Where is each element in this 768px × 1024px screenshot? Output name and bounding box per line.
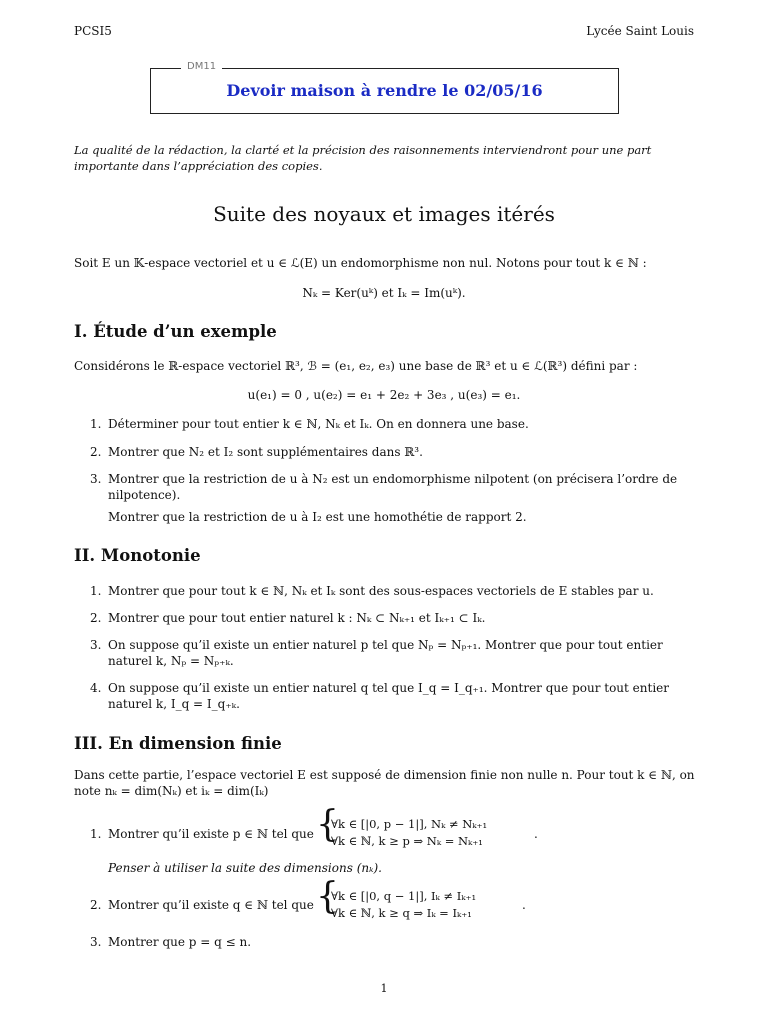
question-text: On suppose qu’il existe un entier naturel q tel que I_q = I_q₊₁. Montrer que pour tout entier naturel k, I_q = I_q₊ₖ.	[108, 681, 669, 711]
dm-title: Devoir maison à rendre le 02/05/16	[226, 81, 543, 100]
page-number: 1	[380, 982, 388, 995]
question-number: 3.	[90, 472, 102, 486]
question-number: 1.	[90, 417, 102, 431]
question-text: Déterminer pour tout entier k ∈ ℕ, Nₖ et Iₖ. On en donnera une base.	[108, 417, 529, 431]
system-3-2	[331, 888, 476, 922]
question-number: 4.	[90, 681, 102, 695]
section-2-title: II. Monotonie	[74, 546, 201, 565]
question-text: Montrer qu’il existe p ∈ ℕ tel que	[108, 827, 314, 841]
question-number: 2.	[90, 898, 102, 912]
system-end-dot: .	[522, 898, 526, 912]
dm-tag: DM11	[181, 61, 222, 72]
question-1-3-extra: Montrer que la restriction de u à I₂ est une homothétie de rapport 2.	[108, 510, 527, 524]
question-1-1	[90, 416, 696, 432]
system-line: ∀k ∈ ℕ, k ≥ p ⇒ Nₖ = Nₖ₊₁	[331, 834, 483, 848]
intro-note: La qualité de la rédaction, la clarté et la précision des raisonnements interviendront pour une part importante dans l’appréciation des copies.	[74, 143, 652, 173]
section-1-formula: u(e₁) = 0 , u(e₂) = e₁ + 2e₂ + 3e₃ , u(e₃) = e₁.	[247, 388, 521, 402]
question-2-3	[90, 637, 696, 669]
question-number: 2.	[90, 611, 102, 625]
header-school: Lycée Saint Louis	[586, 24, 694, 38]
question-1-3	[90, 471, 696, 503]
system-brace: {	[316, 804, 339, 845]
question-text: Montrer que p = q ≤ n.	[108, 935, 252, 949]
question-number: 3.	[90, 935, 102, 949]
question-number: 2.	[90, 445, 102, 459]
system-brace: {	[316, 876, 339, 917]
preamble-formula: Nₖ = Ker(uᵏ) et Iₖ = Im(uᵏ).	[302, 286, 466, 300]
header-class: PCSI5	[74, 24, 112, 38]
section-1-title: I. Étude d’un exemple	[74, 322, 277, 341]
system-line: ∀k ∈ [|0, q − 1|], Iₖ ≠ Iₖ₊₁	[331, 889, 477, 903]
question-text: On suppose qu’il existe un entier naturel p tel que Nₚ = Nₚ₊₁. Montrer que pour tout entier naturel k, Nₚ = Nₚ₊ₖ.	[108, 638, 663, 668]
question-text: Montrer que la restriction de u à N₂ est un endomorphisme nilpotent (on précisera l’ordre de nilpotence).	[108, 472, 678, 502]
question-2-4	[90, 680, 696, 712]
system-line: ∀k ∈ [|0, p − 1|], Nₖ ≠ Nₖ₊₁	[331, 817, 488, 831]
question-3-1-hint: Penser à utiliser la suite des dimensions (nₖ).	[108, 861, 382, 875]
question-text: Montrer que N₂ et I₂ sont supplémentaires dans ℝ³.	[108, 445, 423, 459]
question-2-2	[90, 610, 696, 626]
question-3-3	[90, 934, 696, 950]
dm-box	[150, 61, 619, 114]
question-2-1	[90, 583, 696, 599]
question-text: Montrer que pour tout k ∈ ℕ, Nₖ et Iₖ sont des sous-espaces vectoriels de E stables par u.	[108, 584, 654, 598]
question-1-2	[90, 444, 696, 460]
system-3-1	[331, 816, 487, 850]
preamble-line: Soit E un 𝕂-espace vectoriel et u ∈ ℒ(E) un endomorphisme non nul. Notons pour tout k ∈ ℕ :	[74, 256, 647, 270]
page-title: Suite des noyaux et images itérés	[213, 202, 555, 226]
question-number: 3.	[90, 638, 102, 652]
question-text: Montrer qu’il existe q ∈ ℕ tel que	[108, 898, 314, 912]
section-3-intro: Dans cette partie, l’espace vectoriel E est supposé de dimension finie non nulle n. Pour tout k ∈ ℕ, on note nₖ = dim(Nₖ) et iₖ = dim(Iₖ)	[74, 768, 695, 798]
section-1-intro: Considérons le ℝ-espace vectoriel ℝ³, ℬ = (e₁, e₂, e₃) une base de ℝ³ et u ∈ ℒ(ℝ³) défini par :	[74, 359, 638, 373]
question-number: 1.	[90, 827, 102, 841]
system-line: ∀k ∈ ℕ, k ≥ q ⇒ Iₖ = Iₖ₊₁	[331, 906, 472, 920]
question-text: Montrer que pour tout entier naturel k : Nₖ ⊂ Nₖ₊₁ et Iₖ₊₁ ⊂ Iₖ.	[108, 611, 486, 625]
section-3-title: III. En dimension finie	[74, 734, 282, 753]
system-end-dot: .	[534, 827, 538, 841]
question-number: 1.	[90, 584, 102, 598]
